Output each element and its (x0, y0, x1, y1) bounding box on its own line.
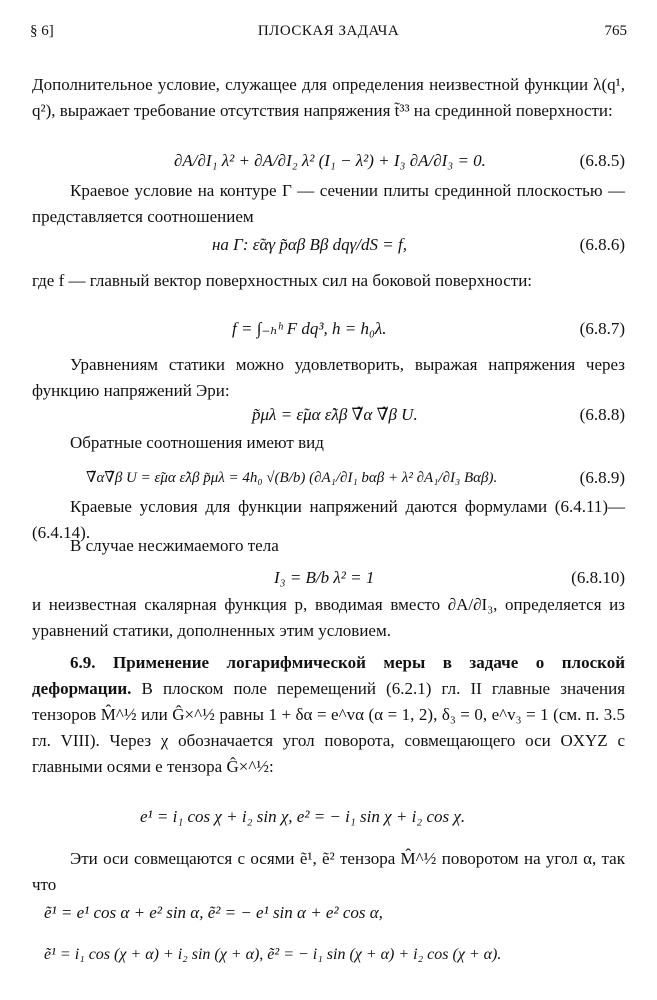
equation-6-8-8 (32, 402, 625, 432)
equation-6-8-9 (32, 465, 625, 495)
running-header (30, 18, 627, 40)
equation-6-8-5 (32, 148, 625, 178)
section-6-9 (32, 650, 625, 780)
equation-6-8-10 (32, 565, 625, 595)
paragraph-5: Обратные соотношения имеют вид (70, 433, 324, 452)
paragraph-2: Краевое условие на контуре Γ — сечении плиты срединной плоскостью — представляется соотношением (32, 181, 625, 226)
equation-number: (6.8.5) (579, 151, 625, 170)
equation-expr: e¹ = i₁ cos χ + i₂ sin χ, e² = − i₁ sin χ + i₂ cos χ. (140, 807, 466, 826)
paragraph-9: Эти оси совмещаются с осями ẽ¹, ẽ² тензора M̂^½ поворотом на угол α, так что (32, 849, 625, 894)
equation-number: (6.8.8) (579, 405, 625, 424)
paragraph-6: Краевые условия для функции напряжений даются формулами (6.4.11)—(6.4.14). (32, 497, 625, 542)
equation-expr: I₃ = B/b λ² = 1 (274, 568, 375, 587)
equation-expr: ∂A/∂I₁ λ² + ∂A/∂I₂ λ² (I₁ − λ²) + I₃ ∂A/∂I₃ = 0. (174, 151, 486, 170)
section-6-9-text: В плоском поле перемещений (6.2.1) гл. II главные значения тензоров M̂^½ или Ĝ×^½ равны 1 + δα = e^vα (α = 1, 2), δ₃ = 0, e^v₃ = 1 (см. п. 3.5 гл. VIII). Через χ обозначается угол поворота, совмещающего оси OXYZ с главными осями e тензора Ĝ×^½: (32, 679, 626, 776)
paragraph-7: В случае несжимаемого тела (70, 536, 279, 555)
equation-number: (6.8.6) (579, 235, 625, 254)
equation-rotation-2 (32, 942, 625, 972)
equation-6-8-6 (32, 232, 625, 262)
equation-number: (6.8.10) (571, 568, 625, 587)
section-6-9-heading: 6.9. Применение логарифмической меры в задаче о плоской деформации. (32, 653, 625, 698)
equation-rotation-1 (32, 900, 625, 930)
equation-number: (6.8.9) (579, 468, 625, 487)
equation-expr: f = ∫₋ₕʰ F dq³, h = h₀λ. (232, 319, 387, 338)
equation-number: (6.8.7) (579, 319, 625, 338)
paragraph-3: где f — главный вектор поверхностных сил на боковой поверхности: (32, 271, 533, 290)
equation-expr: на Γ: ε̃αγ p̃αβ Bβ dqγ/dS = f, (212, 235, 407, 254)
header-title: ПЛОСКАЯ ЗАДАЧА (257, 23, 400, 39)
equation-expr: ∇̃α∇̃β U = ε̃μα ε̃λβ p̃μλ = 4h₀ √(B/b) (∂A₁/∂I₁ bαβ + λ² ∂A₁/∂I₃ Bαβ). (86, 470, 498, 486)
equation-expr: ẽ¹ = e¹ cos α + e² sin α, ẽ² = − e¹ sin α + e² cos α, (44, 903, 383, 922)
equation-expr: ẽ¹ = i₁ cos (χ + α) + i₂ sin (χ + α), ẽ² = − i₁ sin (χ + α) + i₂ cos (χ + α). (44, 946, 502, 963)
paragraph-4: Уравнениям статики можно удовлетворить, выражая напряжения через функцию напряжений Эри: (32, 355, 625, 400)
paragraph-1: Дополнительное условие, служащее для определения неизвестной функции λ(q¹, q²), выражает требование отсутствия напряжения t̃³³ на срединной поверхности: (32, 75, 625, 120)
equation-expr: p̃μλ = ε̃μα ε̃λβ ∇̃α ∇̃β U. (252, 405, 418, 424)
equation-6-8-7 (32, 316, 625, 346)
equation-axes (32, 804, 625, 834)
paragraph-8: и неизвестная скалярная функция p, вводимая вместо ∂A/∂I₃, определяется из уравнений статики, дополненных этим условием. (32, 595, 625, 640)
header-section: § 6] (30, 23, 54, 39)
header-page-number: 765 (604, 23, 627, 39)
